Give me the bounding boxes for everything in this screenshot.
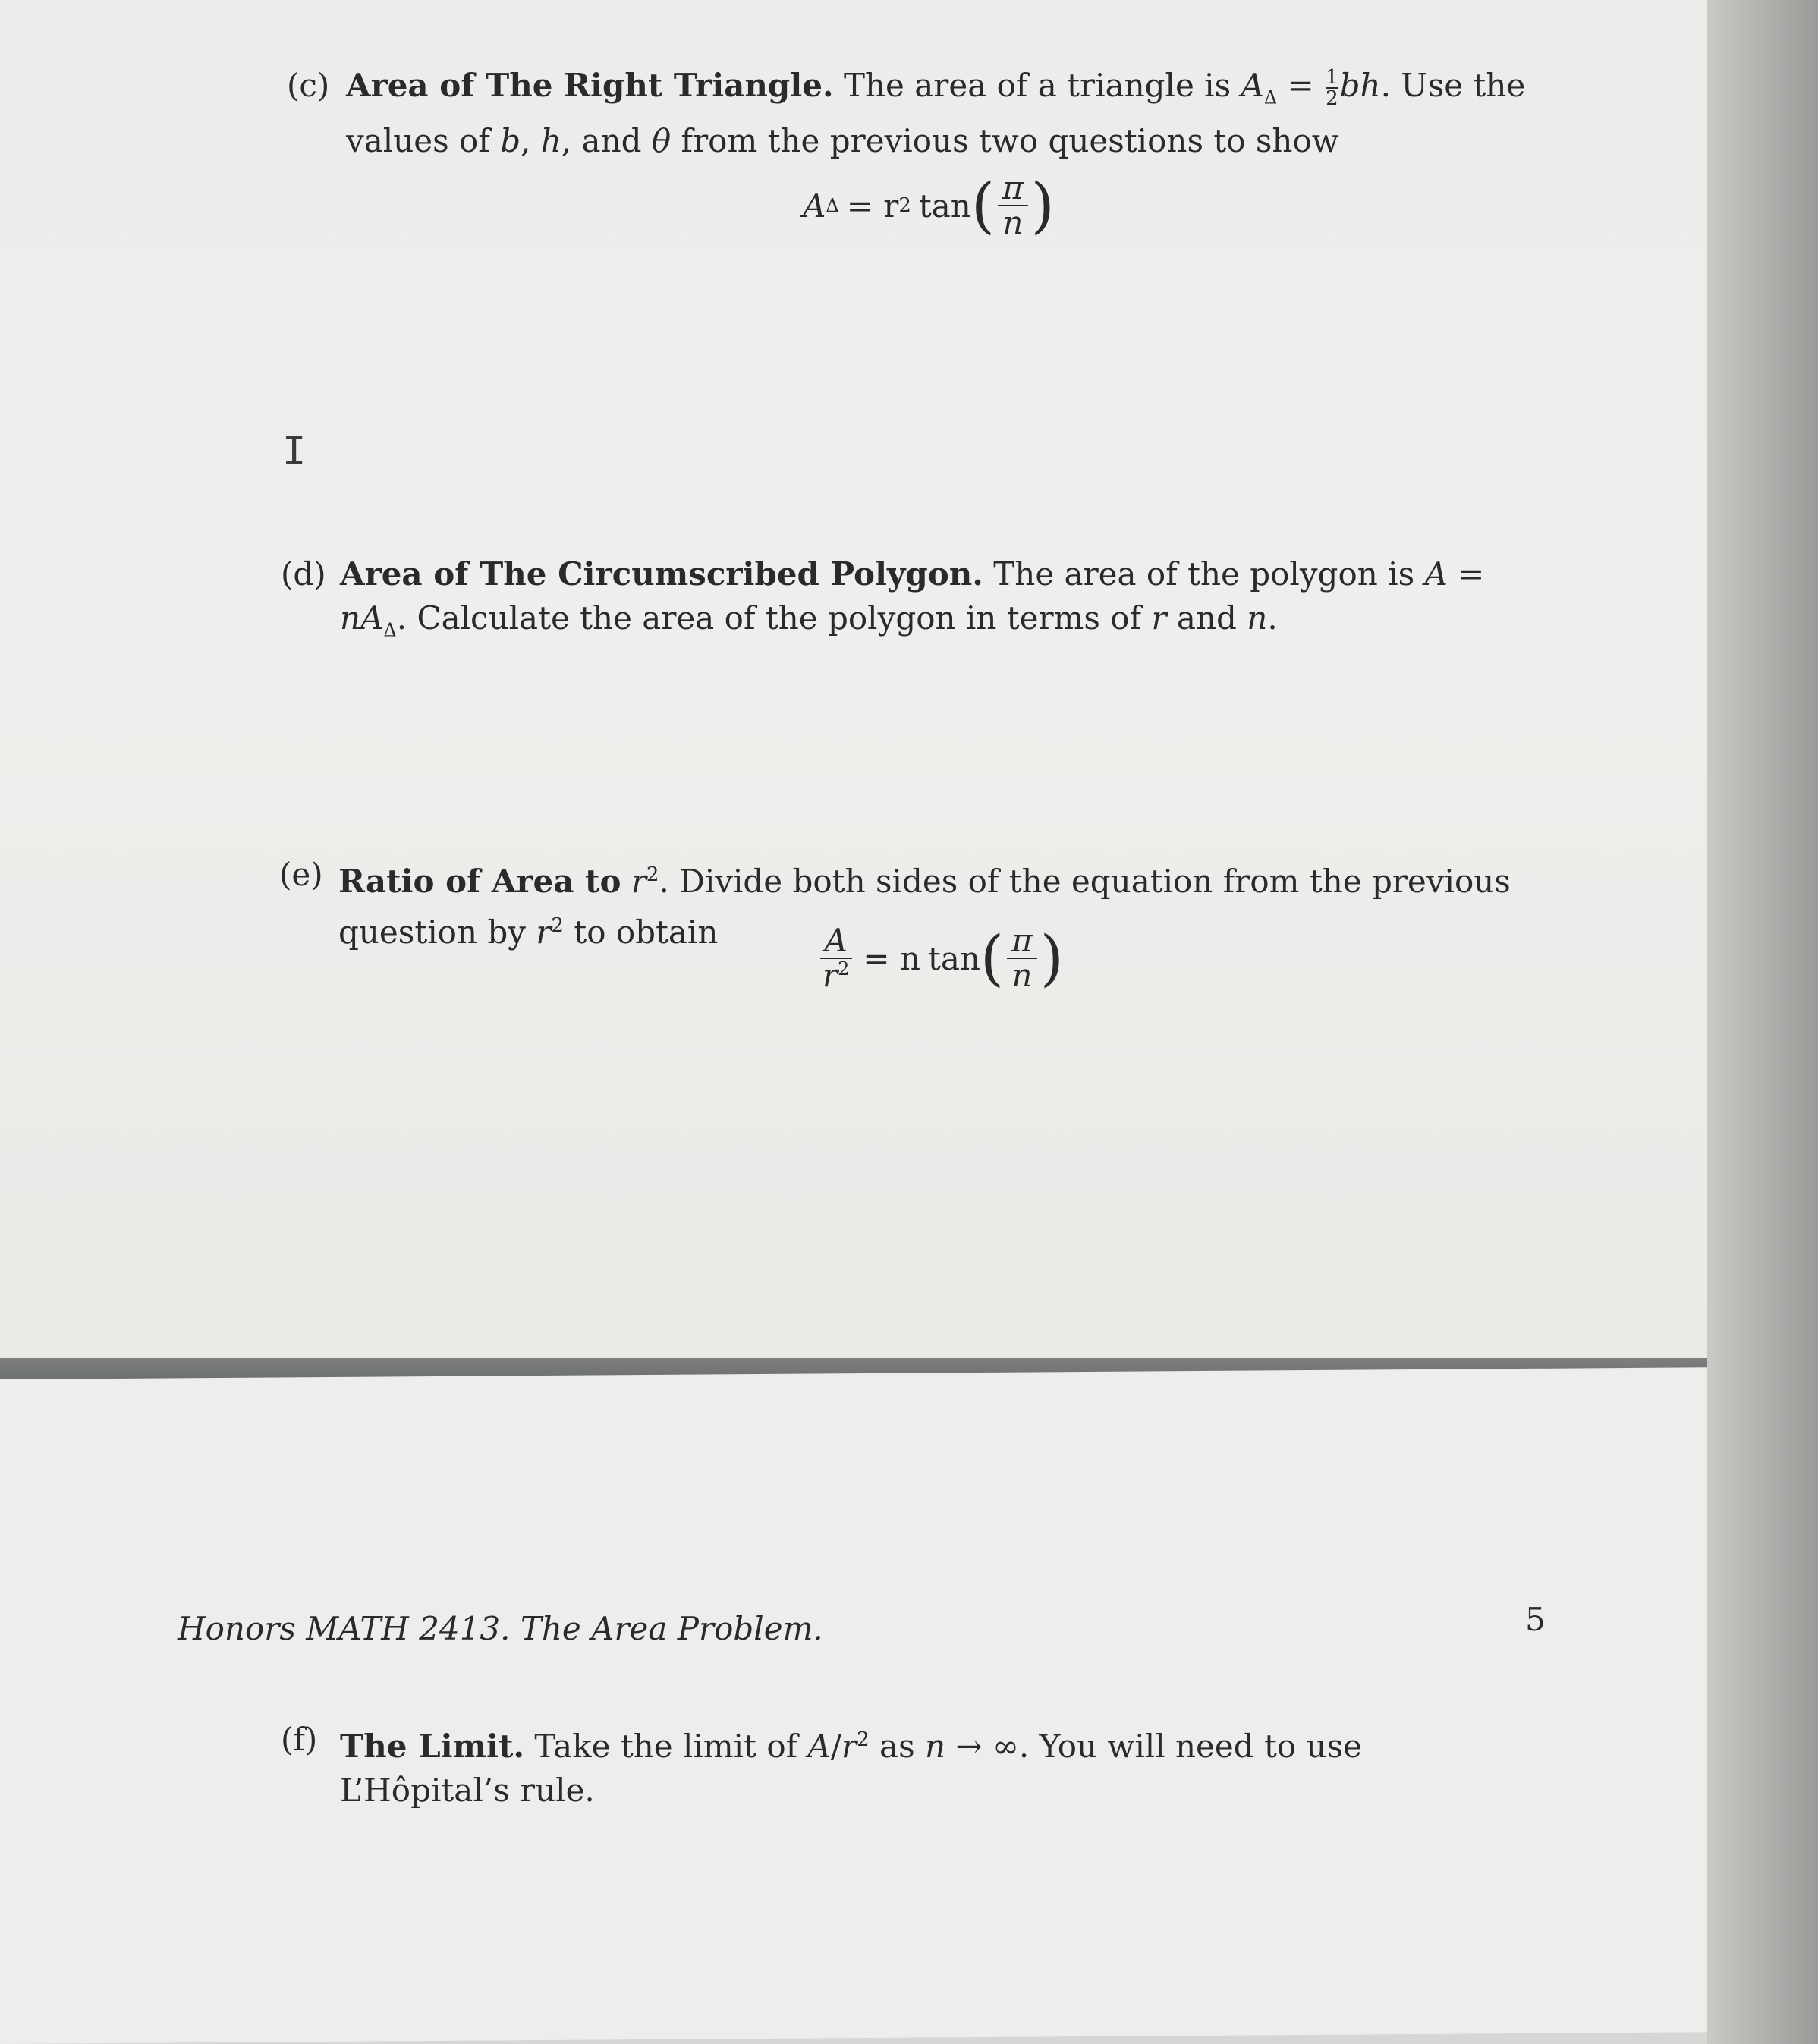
page-number: 5 <box>1525 1601 1546 1638</box>
problem-title: Ratio of Area to <box>338 863 621 900</box>
course-footer: Honors MATH 2413. The Area Problem. <box>178 1610 823 1647</box>
problem-text: to obtain <box>574 914 719 951</box>
problem-label: (c) <box>287 67 330 104</box>
problem-text: Take the limit of <box>534 1728 798 1765</box>
problem-label: (d) <box>281 555 326 593</box>
problem-title: The Limit. <box>340 1728 525 1765</box>
problem-text: as <box>879 1728 915 1765</box>
text-cursor-icon: I <box>282 429 307 474</box>
problem-text: Divide both sides of the equation from the previous question by <box>338 863 1511 951</box>
problem-title: Area of The Right Triangle. <box>346 67 834 104</box>
equation-triangle-area: A Δ = r 2 tan ( $\frac{\pi}{n}$ ) <box>803 169 1055 242</box>
problem-label: (e) <box>279 856 323 893</box>
problem-text: from the previous two questions to show <box>681 122 1339 160</box>
problem-label: (f) <box>281 1721 318 1758</box>
equation-ratio: $\frac{A}{r^2}$ = n tan ( $\frac{\pi}{n}$ ) <box>815 924 1064 992</box>
problem-text: The area of a triangle is <box>843 67 1231 104</box>
problem-text: and <box>1176 599 1237 637</box>
problem-text: Use the values of <box>346 67 1526 160</box>
problem-text: You will need to use L’Hôpital’s rule. <box>340 1728 1362 1809</box>
one-half-fraction: $\frac{1}{2}$ <box>1326 66 1338 110</box>
screen-edge <box>1707 0 1818 2044</box>
problem-title: Area of The Circumscribed Polygon. <box>340 555 983 593</box>
problem-text: The area of the polygon is <box>993 555 1415 593</box>
page-lower <box>0 1367 1760 2044</box>
problem-text: Calculate the area of the polygon in terms of <box>417 599 1142 637</box>
